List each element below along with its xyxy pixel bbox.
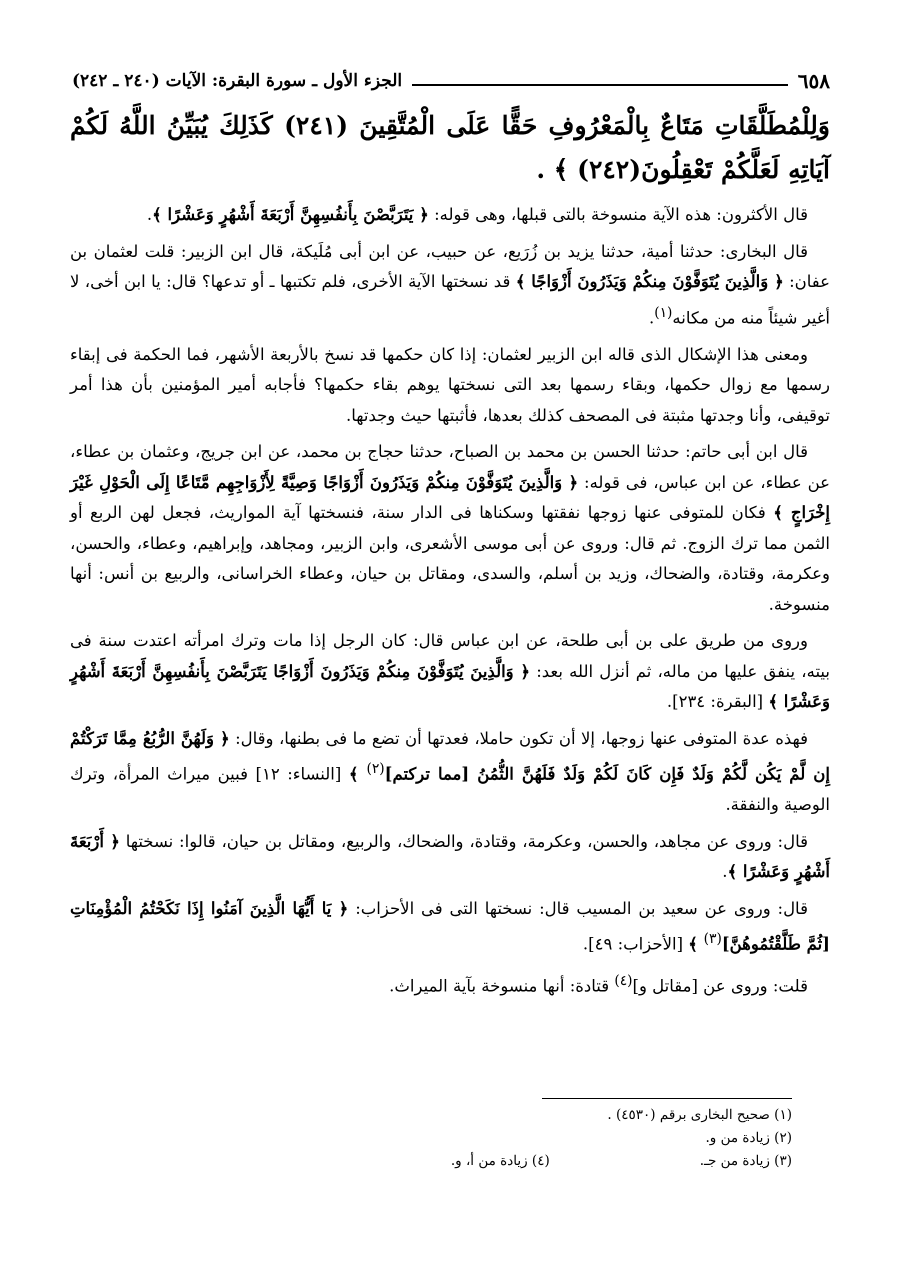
footnote-ref: (٣) <box>703 931 722 947</box>
footnote-item: (٢) زيادة من و. <box>705 1130 792 1146</box>
verse-number: (٢٤١) <box>284 111 349 140</box>
quran-quote: ﴿ وَالَّذِينَ يُتَوَفَّوْنَ مِنكُمْ وَيَذَرُونَ أَزْوَاجًا ﴾ <box>515 272 784 291</box>
quran-quote: ﴿ وَلَهُنَّ الرُّبُعُ مِمَّا تَرَكْتُمْ إِن لَّمْ يَكُن لَّكُمْ وَلَدٌ فَإِن كَانَ لَكُمْ وَلَدٌ فَلَهُنَّ الثُّمُنُ [مما تركتم] <box>70 728 831 784</box>
verse-number: (٢٤٢) <box>577 155 642 184</box>
quran-quote: ﴿ وَالَّذِينَ يُتَوَفَّوْنَ مِنكُمْ وَيَذَرُونَ أَزْوَاجًا وَصِيَّةً لِأَزْوَاجِهِم مَّتَاعًا إِلَى الْحَوْلِ غَيْرَ إِخْرَاجٍ ﴾ <box>70 472 830 522</box>
running-header <box>72 66 830 96</box>
footnote-item: (١) صحيح البخارى برقم (٤٥٣٠) . <box>607 1107 792 1123</box>
paragraph: قال الأكثرون: هذه الآية منسوخة بالتى قبلها، وهى قوله: ﴿ يَتَرَبَّصْنَ بِأَنفُسِهِنَّ أَرْبَعَةَ أَشْهُرٍ وَعَشْرًا ﴾. <box>146 205 808 224</box>
paragraph: ومعنى هذا الإشكال الذى قاله ابن الزبير لعثمان: إذا كان حكمها قد نسخ بالأربعة الأشهر، فما الحكمة فى إبقاء رسمها مع زوال حكمها، وبقاء رسمها بعد التى نسختها يوهم بقاء حكمها؟ فأجابه أمير المؤمنين بأن هذا أمر توقيفى، وأنا وجدتها مثبتة فى المصحف كذلك بعدها، فأثبتها حيث وجدتها. <box>70 344 830 425</box>
verse-close: ﴾ . <box>536 155 578 184</box>
footnote-ref: (٤) <box>614 973 633 989</box>
header-rule <box>412 84 788 86</box>
commentary-body <box>70 200 830 1008</box>
footnote-item: (٣) زيادة من جـ. <box>699 1153 792 1169</box>
footnote-ref: (٢) <box>366 761 385 777</box>
running-title: الجزء الأول ـ سورة البقرة: الآيات (٢٤٠ ـ ٢٤٢) <box>72 71 403 91</box>
paragraph: قلت: وروى عن [مقاتل و]$^{(٤)}$ قتادة: أنها منسوخة بآية الميراث. <box>389 973 808 996</box>
footnote-line <box>192 1150 792 1173</box>
paragraph: قال البخارى: حدثنا أمية، حدثنا يزيد بن زُرَيع، عن حبيب، عن ابن أبى مُلَيكة، قال ابن الزبير: قلت لعثمان بن عفان: ﴿ وَالَّذِينَ يُتَوَفَّوْنَ مِنكُمْ وَيَذَرُونَ أَزْوَاجًا ﴾ قد نسختها الآية الأخرى، فلم تكتبها ـ أو تدعها؟ قال: يا ابن أخى، لا أغير شيئاً منه من مكانه$^{(١)}$. <box>70 241 831 327</box>
footnote-ref: (١) <box>654 304 673 321</box>
verse-text: وَلِلْمُطَلَّقَاتِ مَتَاعٌ بِالْمَعْرُوفِ حَقًّا عَلَى الْمُتَّقِينَ <box>348 111 830 140</box>
quran-quote: ﴿ يَتَرَبَّصْنَ بِأَنفُسِهِنَّ أَرْبَعَةَ أَشْهُرٍ وَعَشْرًا ﴾ <box>152 205 429 224</box>
paragraph: قال: وروى عن سعيد بن المسيب قال: نسختها التى فى الأحزاب: ﴿ يَا أَيُّهَا الَّذِينَ آمَنُوا إِذَا نَكَحْتُمُ الْمُؤْمِنَاتِ [ثُمَّ طَلَّقْتُمُوهُنَّ]$^{(٣)}$ ﴾ [الأحزاب: ٤٩]. <box>70 898 830 954</box>
paragraph: قال: وروى عن مجاهد، والحسن، وعكرمة، وقتادة، والضحاك، والربيع، ومقاتل بن حيان، قالوا: نسختها ﴿ أَرْبَعَةَ أَشْهُرٍ وَعَشْرًا ﴾. <box>70 831 830 881</box>
quran-quote: ﴿ وَالَّذِينَ يُتَوَفَّوْنَ مِنكُمْ وَيَذَرُونَ أَزْوَاجًا يَتَرَبَّصْنَ بِأَنفُسِهِنَّ أَرْبَعَةَ أَشْهُرٍ وَعَشْرًا ﴾ <box>70 661 830 711</box>
quran-quote: ﴿ يَا أَيُّهَا الَّذِينَ آمَنُوا إِذَا نَكَحْتُمُ الْمُؤْمِنَاتِ [ثُمَّ طَلَّقْتُمُوهُنَّ] <box>70 898 830 954</box>
paragraph: وروى من طريق على بن أبى طلحة، عن ابن عباس قال: كان الرجل إذا مات وترك امرأته اعتدت سنة فى بيته، ينفق عليها من ماله، ثم أنزل الله بعد: ﴿ وَالَّذِينَ يُتَوَفَّوْنَ مِنكُمْ وَيَذَرُونَ أَزْوَاجًا يَتَرَبَّصْنَ بِأَنفُسِهِنَّ أَرْبَعَةَ أَشْهُرٍ وَعَشْرًا ﴾ [البقرة: ٢٣٤]. <box>70 631 830 711</box>
quran-verse-block <box>70 104 830 192</box>
page-number: ٦٥٨ <box>797 69 830 93</box>
verse-text: كَذَلِكَ يُبَيِّنُ اللَّهُ لَكُمْ آيَاتِهِ لَعَلَّكُمْ تَعْقِلُونَ <box>70 111 830 184</box>
footnote-item: (٤) زيادة من أ، و. <box>450 1153 550 1169</box>
footnote-rule <box>542 1098 792 1099</box>
paragraph: فهذه عدة المتوفى عنها زوجها، إلا أن تكون حاملا، فعدتها أن تضع ما فى بطنها، وقال: ﴿ وَلَهُنَّ الرُّبُعُ مِمَّا تَرَكْتُمْ إِن لَّمْ يَكُن لَّكُمْ وَلَدٌ فَإِن كَانَ لَكُمْ وَلَدٌ فَلَهُنَّ الثُّمُنُ [مما تركتم]$^{(٢)}$ ﴾ [النساء: ١٢] فبين ميراث المرأة، وترك الوصية والنفقة. <box>70 728 831 814</box>
quran-quote: ﴿ أَرْبَعَةَ أَشْهُرٍ وَعَشْرًا ﴾ <box>70 831 830 881</box>
footnotes <box>192 1104 792 1173</box>
paragraph: قال ابن أبى حاتم: حدثنا الحسن بن محمد بن الصباح، حدثنا حجاج بن محمد، عن ابن جريج، وعثمان بن عطاء، عن عطاء، عن ابن عباس، فى قوله: ﴿ وَالَّذِينَ يُتَوَفَّوْنَ مِنكُمْ وَيَذَرُونَ أَزْوَاجًا وَصِيَّةً لِأَزْوَاجِهِم مَّتَاعًا إِلَى الْحَوْلِ غَيْرَ إِخْرَاجٍ ﴾ فكان للمتوفى عنها زوجها نفقتها وسكناها فى الدار سنة، فنسختها آية المواريث، فجعل لهن الربع أو الثمن مما ترك الزوج. ثم قال: وروى عن أبى موسى الأشعرى، وابن الزبير، ومجاهد، وإبراهيم، وعطاء، والحسن، وعكرمة، وقتادة، والضحاك، وزيد بن أسلم، والسدى، ومقاتل بن حيان، وعطاء الخراسانى، والربيع بن أنس: أنها منسوخة. <box>70 442 830 614</box>
